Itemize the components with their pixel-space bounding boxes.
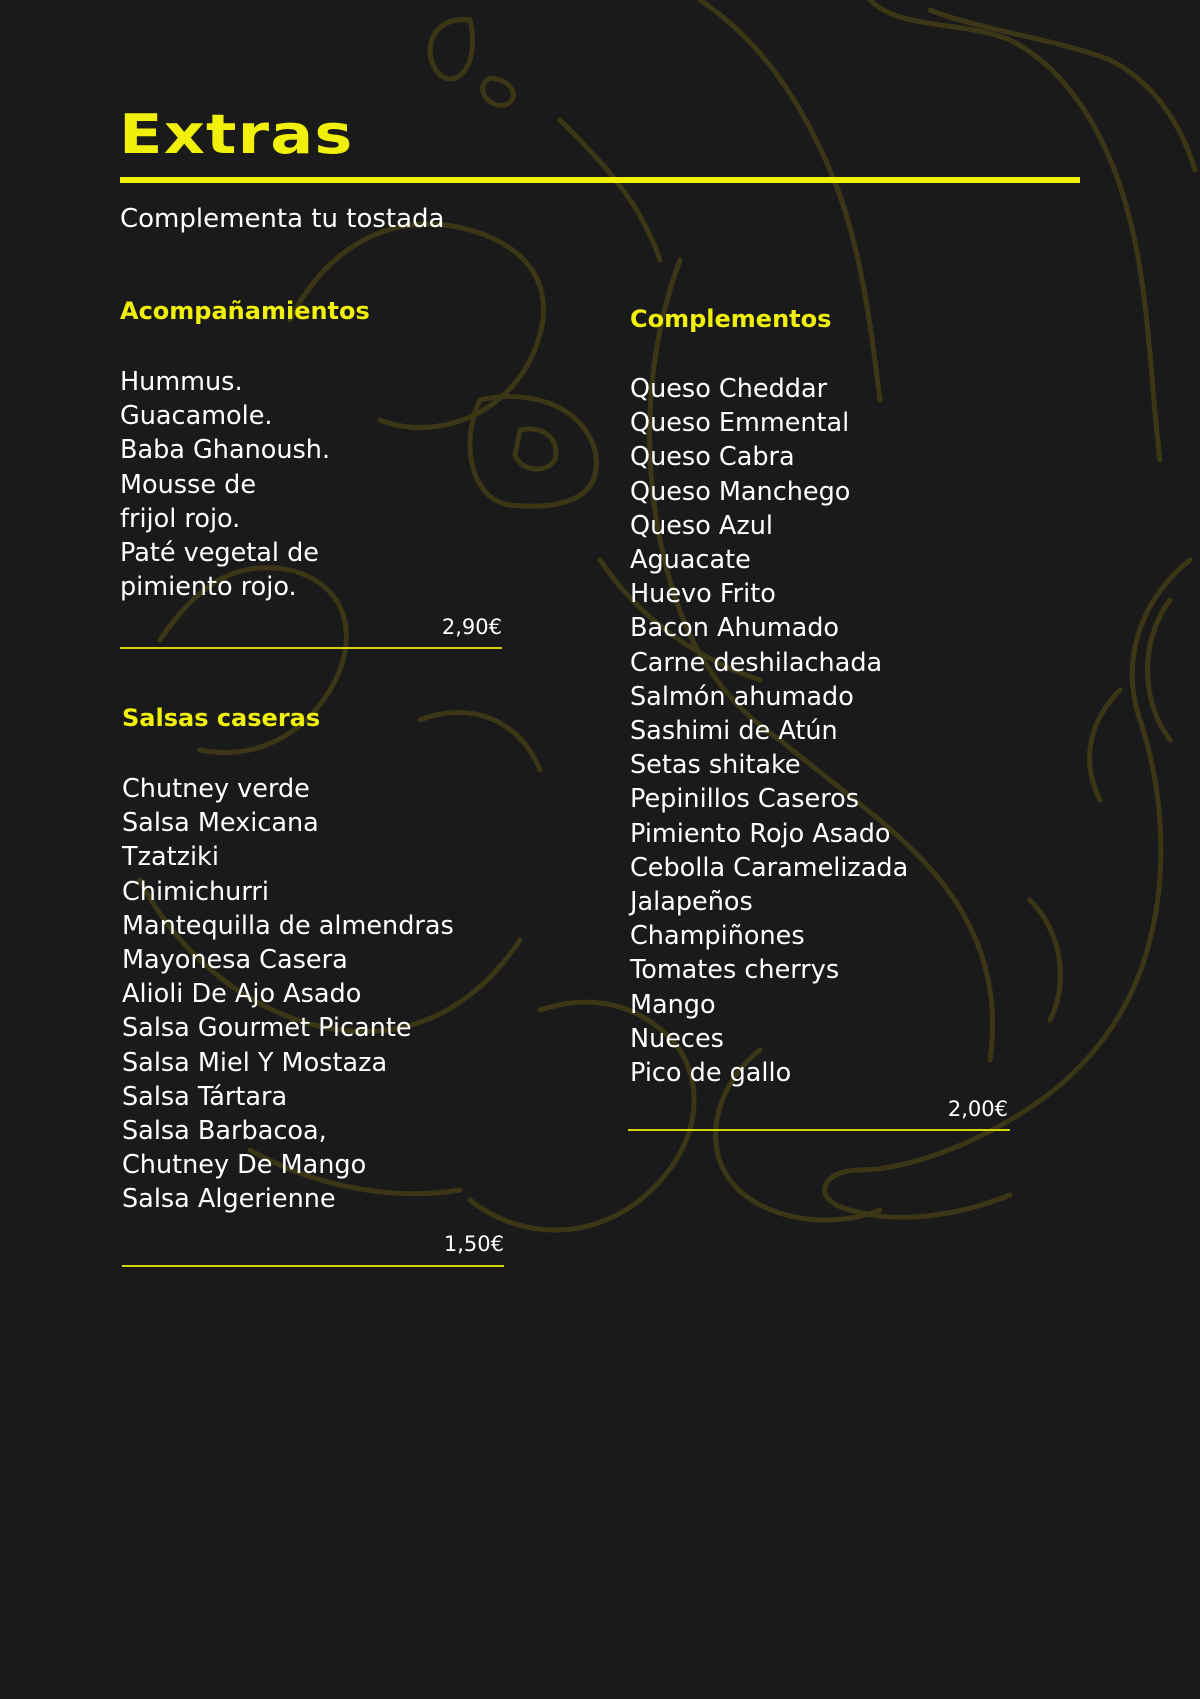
art-stroke (1010, 560, 1190, 1120)
section-divider (628, 1129, 1010, 1131)
list-item: Salsa Barbacoa, (122, 1116, 327, 1147)
section-heading: Salsas caseras (122, 704, 321, 732)
price-label: 2,90€ (441, 615, 502, 639)
list-item: Sashimi de Atún (630, 716, 838, 747)
list-item: Salmón ahumado (630, 681, 854, 712)
list-item: Nueces (630, 1023, 724, 1054)
title-divider (120, 177, 1080, 183)
list-item: frijol rojo. (120, 503, 241, 534)
list-item: Cebolla Caramelizada (630, 852, 909, 883)
list-item: Queso Cabra (630, 442, 795, 473)
item-list (630, 372, 1030, 1090)
item-list (122, 772, 512, 1217)
page-subtitle: Complementa tu tostada (120, 204, 445, 234)
list-item: Champiñones (630, 921, 805, 952)
list-item: Mousse de (120, 469, 257, 500)
list-item: Carne deshilachada (630, 647, 883, 678)
list-item: Salsa Miel Y Mostaza (122, 1047, 388, 1078)
price-label: 2,00€ (947, 1097, 1008, 1121)
section-heading: Complementos (630, 305, 832, 333)
art-stroke (483, 78, 514, 105)
list-item: Queso Azul (630, 510, 773, 541)
section-divider (122, 1265, 504, 1267)
list-item: Queso Emmental (630, 408, 850, 439)
list-item: Tzatziki (122, 842, 219, 873)
list-item: Salsa Algerienne (122, 1184, 336, 1215)
list-item: Tomates cherrys (630, 955, 840, 986)
list-item: Bacon Ahumado (630, 613, 840, 644)
list-item: Aguacate (630, 545, 751, 576)
section-acompanamientos (120, 296, 505, 604)
section-complementos (630, 304, 1030, 1090)
list-item: Salsa Mexicana (122, 808, 319, 839)
list-item: Setas shitake (630, 750, 801, 781)
item-list (120, 365, 505, 604)
art-stroke (515, 429, 556, 469)
list-item: Salsa Gourmet Picante (122, 1013, 412, 1044)
list-item: Huevo Frito (630, 579, 776, 610)
list-item: Queso Cheddar (630, 374, 828, 404)
art-stroke (825, 1120, 1010, 1217)
price-label: 1,50€ (443, 1232, 504, 1256)
list-item: Pepinillos Caseros (630, 784, 860, 815)
list-item: Chutney De Mango (122, 1150, 367, 1181)
list-item: Pimiento Rojo Asado (630, 818, 891, 849)
list-item: Chutney verde (122, 774, 310, 804)
list-item: Guacamole. (120, 401, 273, 432)
page-title: Extras (119, 103, 354, 166)
list-item: Chimichurri (122, 876, 269, 907)
section-heading: Acompañamientos (120, 297, 370, 325)
art-stroke (1030, 900, 1060, 1020)
list-item: Mango (630, 989, 716, 1020)
list-item: Baba Ghanoush. (120, 435, 331, 466)
list-item: Pico de gallo (630, 1058, 792, 1089)
list-item: pimiento rojo. (120, 572, 297, 603)
art-stroke (1090, 690, 1120, 800)
art-stroke (930, 10, 1195, 170)
list-item: Alioli De Ajo Asado (122, 979, 362, 1010)
art-stroke (430, 20, 473, 79)
list-item: Mantequilla de almendras (122, 910, 454, 941)
section-salsas (122, 703, 512, 1217)
art-stroke (1148, 600, 1171, 740)
art-stroke (560, 120, 660, 260)
section-divider (120, 647, 502, 649)
list-item: Jalapeños (630, 887, 753, 918)
list-item: Queso Manchego (630, 476, 851, 507)
list-item: Hummus. (120, 367, 243, 397)
list-item: Salsa Tártara (122, 1081, 288, 1112)
list-item: Paté vegetal de (120, 538, 319, 569)
list-item: Mayonesa Casera (122, 945, 348, 976)
